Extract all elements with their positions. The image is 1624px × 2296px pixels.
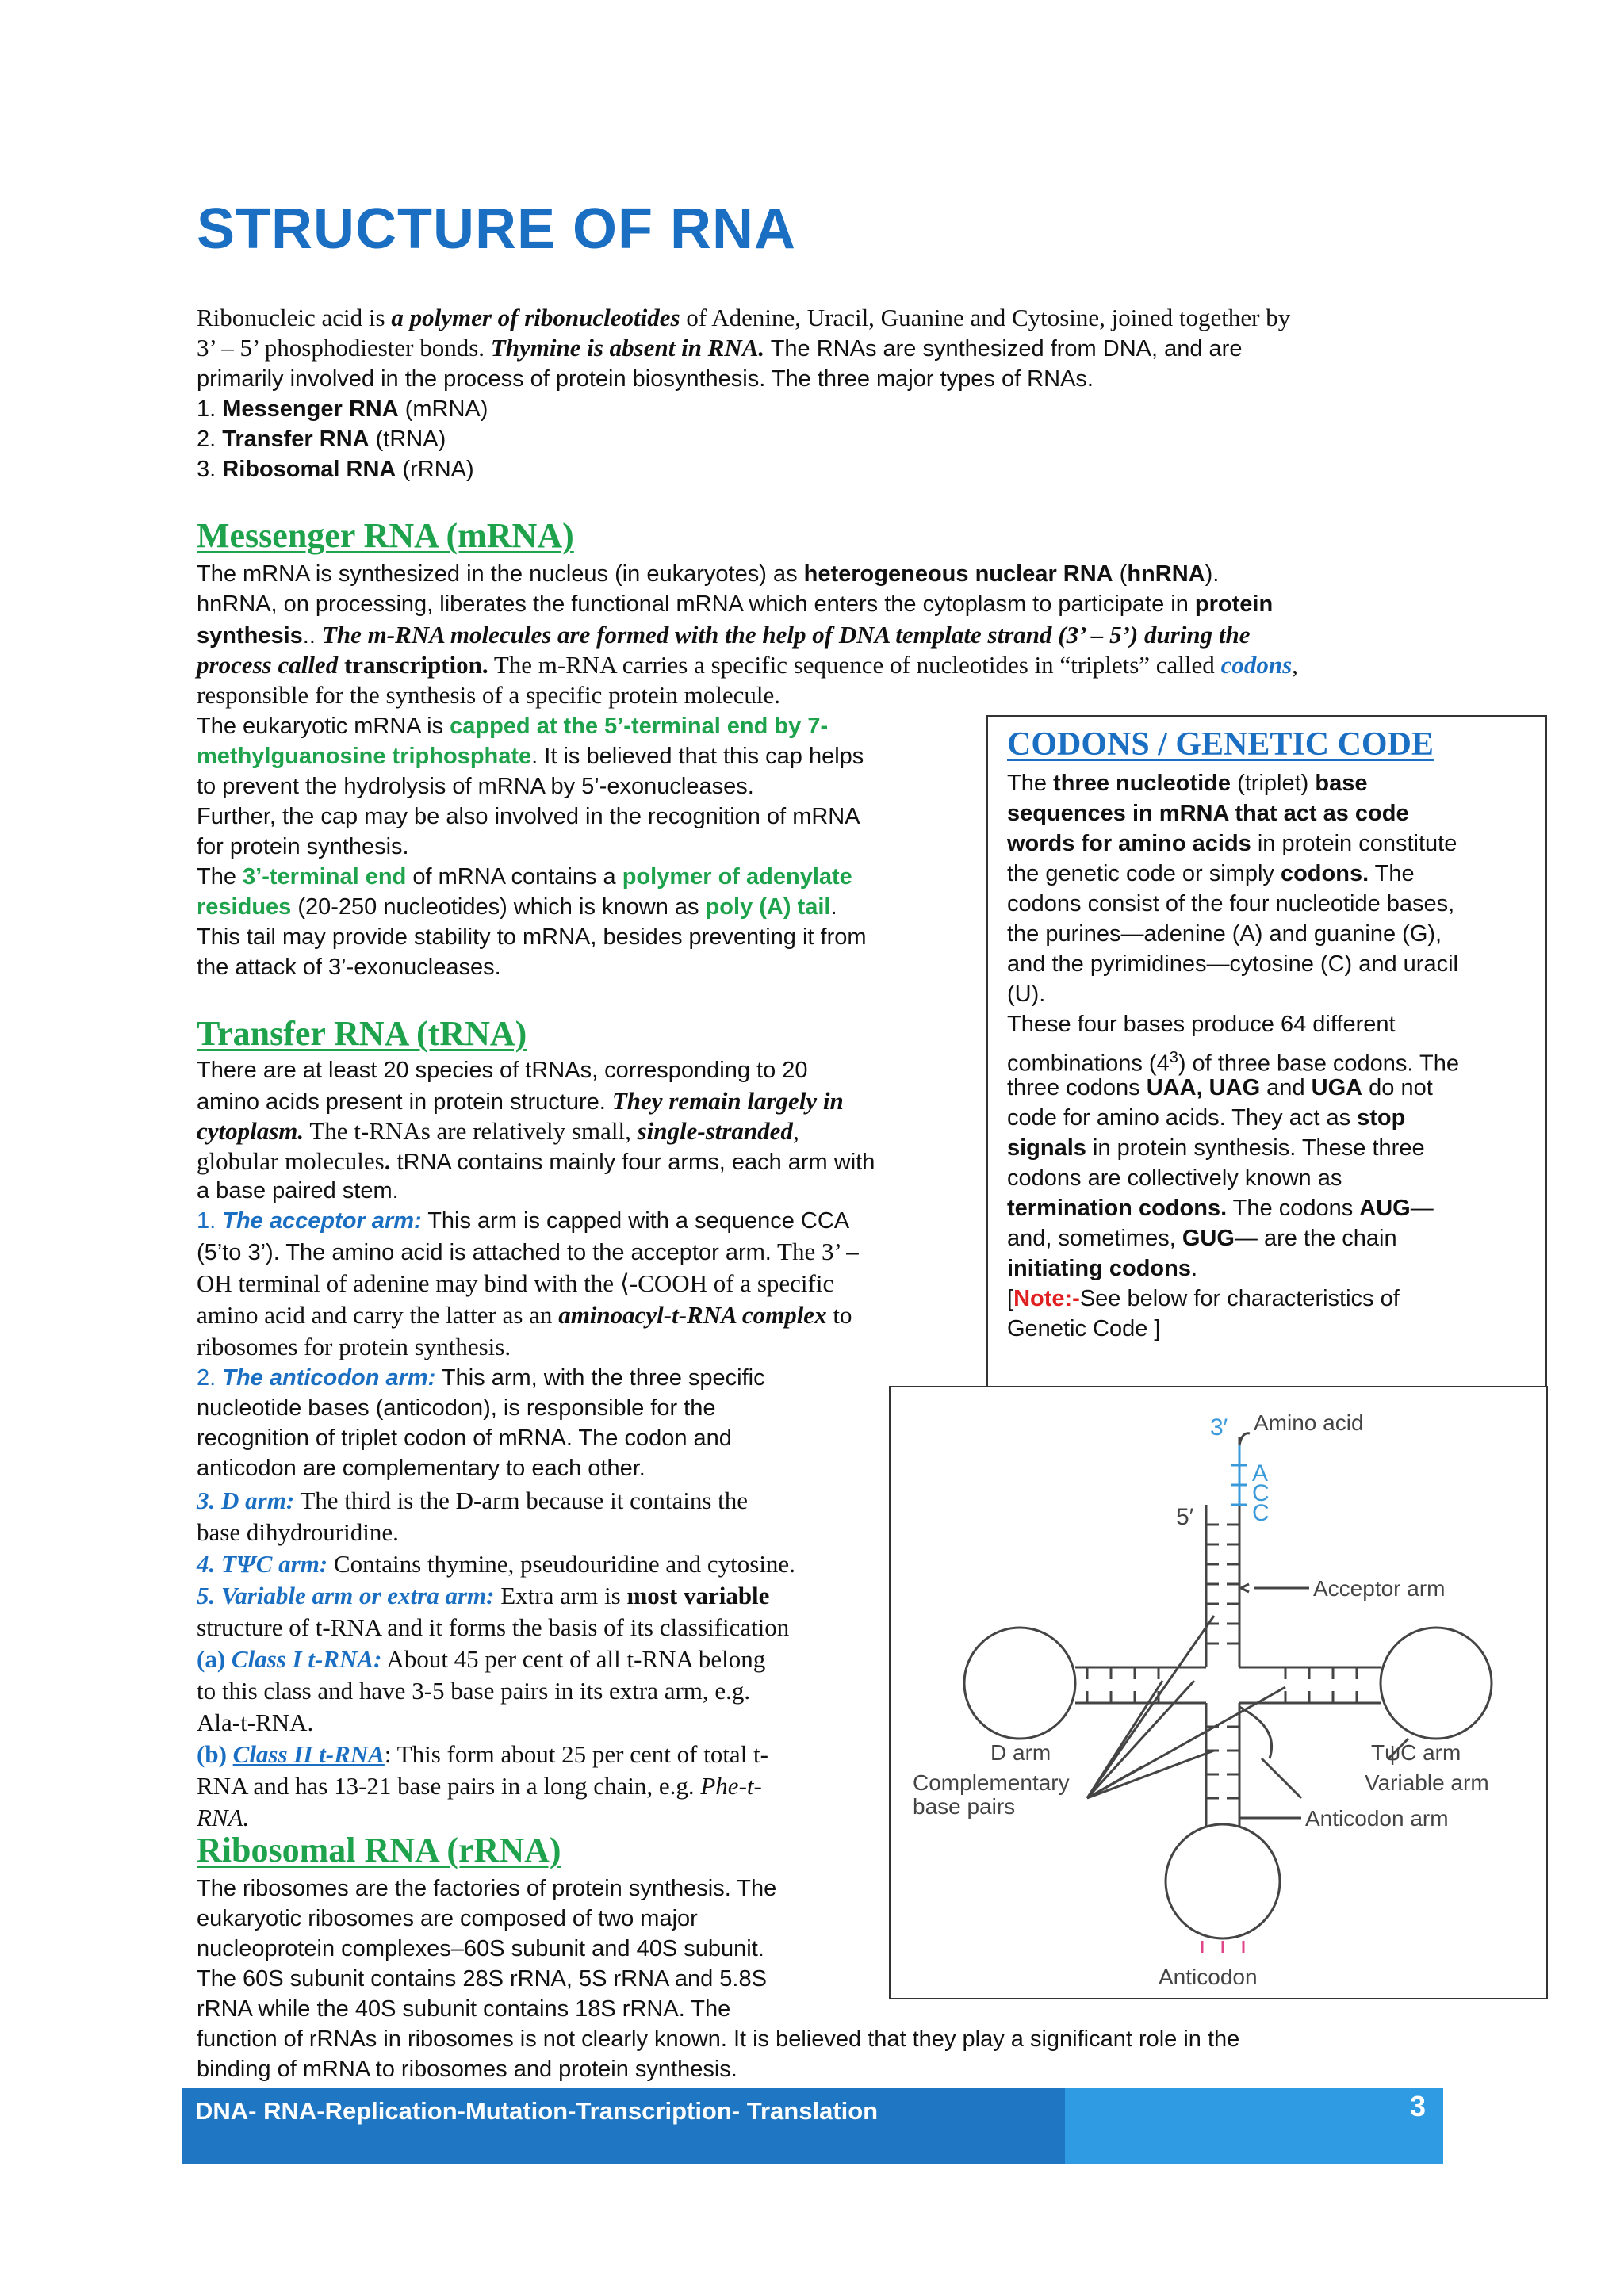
acceptor-end-markers	[1231, 1445, 1247, 1505]
tpsic-arm-line: 4. TΨC arm: Contains thymine, pseudouridine and cytosine.	[197, 1550, 795, 1578]
codons-line-2: sequences in mRNA that act as code	[1007, 801, 1409, 826]
mrna-line-2: hnRNA, on processing, liberates the functional mRNA which enters the cytoplasm to participate in protein	[197, 591, 1274, 617]
trna-line-4: globular molecules. tRNA contains mainly four arms, each arm with	[197, 1147, 875, 1175]
class-2-line-3: RNA.	[197, 1804, 250, 1831]
anticodon-markers	[1202, 1941, 1243, 1953]
codons-line-17: initiating codons.	[1007, 1256, 1198, 1281]
class-1-line-2: to this class and have 3-5 base pairs in its extra arm, e.g.	[197, 1677, 751, 1705]
codons-line-13: signals in protein synthesis. These three	[1007, 1135, 1425, 1161]
class-1-line-3: Ala-t-RNA.	[197, 1709, 314, 1736]
class-2-line-2: RNA and has 13-21 base pairs in a long chain, e.g. Phe-t-	[197, 1772, 762, 1800]
acceptor-arm-line-2: (5’to 3’). The amino acid is attached to the acceptor arm. The 3’ –	[197, 1238, 859, 1265]
trna-structure-lines	[964, 1437, 1492, 1938]
codons-line-12: code for amino acids. They act as stop	[1007, 1105, 1406, 1131]
codons-line-3: words for amino acids in protein constitute	[1007, 831, 1457, 856]
acceptor-arm-line-5: ribosomes for protein synthesis.	[197, 1333, 511, 1360]
mrna-cap-line-4: Further, the cap may be also involved in the recognition of mRNA	[197, 804, 860, 829]
five-prime-label: 5′	[1176, 1504, 1194, 1530]
mrna-cap-line-3: to prevent the hydrolysis of mRNA by 5’-exonucleases.	[197, 774, 754, 799]
d-arm-line-2: base dihydrouridine.	[197, 1518, 399, 1546]
codons-line-6: the purines—adenine (A) and guanine (G),	[1007, 921, 1442, 947]
rrna-line-5: rRNA while the 40S subunit contains 18S rRNA. The	[197, 1996, 731, 2022]
mrna-tail-line-3: This tail may provide stability to mRNA, besides preventing it from	[197, 924, 867, 950]
trna-line-2: amino acids present in protein structure. They remain largely in	[197, 1087, 844, 1115]
anticodon-arm-line-1: 2. The anticodon arm: This arm, with the three specific	[197, 1365, 765, 1391]
codons-line-19: Genetic Code ]	[1007, 1316, 1161, 1341]
class-2-line-1: (b) Class II t-RNA: This form about 25 per cent of total t-	[197, 1740, 768, 1768]
base-c-label-2: C	[1252, 1500, 1270, 1526]
rrna-line-4: The 60S subunit contains 28S rRNA, 5S rRNA and 5.8S	[197, 1966, 767, 1992]
rrna-line-3: nucleoprotein complexes–60S subunit and 40S subunit.	[197, 1936, 764, 1961]
trna-heading: Transfer RNA (tRNA)	[197, 1014, 527, 1053]
mrna-line-4: process called transcription. The m-RNA carries a specific sequence of nucleotides in “triplets” called codons,	[197, 651, 1298, 679]
mrna-cap-line-2: methylguanosine triphosphate. It is believed that this cap helps	[197, 744, 864, 769]
class-1-line-1: (a) Class I t-RNA: About 45 per cent of all t-RNA belong	[197, 1645, 766, 1673]
codons-note: [Note:-See below for characteristics of	[1007, 1286, 1400, 1311]
variable-arm-label: Variable arm	[1365, 1770, 1489, 1795]
codons-line-1: The three nucleotide (triplet) base	[1007, 771, 1368, 796]
codons-line-14: codons are collectively known as	[1007, 1165, 1342, 1191]
codons-line-7: and the pyrimidines—cytosine (C) and uracil	[1007, 951, 1458, 977]
acceptor-arm-line-1: 1. The acceptor arm: This arm is capped with a sequence CCA	[197, 1208, 850, 1234]
d-arm-line-1: 3. D arm: The third is the D-arm because it contains the	[197, 1487, 749, 1514]
mrna-tail-line-4: the attack of 3’-exonucleases.	[197, 955, 501, 980]
anticodon-label: Anticodon	[1159, 1965, 1258, 1989]
rrna-line-6: function of rRNAs in ribosomes is not clearly known. It is believed that they play a significant role in the	[197, 2026, 1240, 2052]
rrna-line-2: eukaryotic ribosomes are composed of two major	[197, 1906, 698, 1931]
acceptor-arm-label: Acceptor arm	[1313, 1576, 1446, 1601]
base-a-label: A	[1252, 1460, 1269, 1487]
trna-line-1: There are at least 20 species of tRNAs, corresponding to 20	[197, 1058, 808, 1083]
rna-type-2: 2. Transfer RNA (tRNA)	[197, 427, 446, 452]
codons-line-5: codons consist of the four nucleotide bases,	[1007, 891, 1455, 916]
intro-line-1: Ribonucleic acid is a polymer of ribonucleotides of Adenine, Uracil, Guanine and Cytosine, joined together by	[197, 304, 1291, 331]
intro-line-3: primarily involved in the process of protein biosynthesis. The three major types of RNAs.	[197, 366, 1094, 392]
mrna-heading: Messenger RNA (mRNA)	[197, 516, 574, 555]
codons-heading: CODONS / GENETIC CODE	[1007, 726, 1434, 763]
mrna-tail-line-2: residues (20-250 nucleotides) which is known as poly (A) tail.	[197, 894, 837, 920]
d-arm-label: D arm	[990, 1740, 1051, 1765]
rna-type-1: 1. Messenger RNA (mRNA)	[197, 396, 488, 422]
mrna-line-3: synthesis.. The m-RNA molecules are formed with the help of DNA template strand (3’ – 5’) during the	[197, 621, 1251, 649]
base-c-label-1: C	[1252, 1480, 1270, 1506]
tpsic-arm-label: TψC arm	[1371, 1740, 1461, 1765]
base-pairs-label: base pairs	[913, 1794, 1016, 1819]
mrna-line-1: The mRNA is synthesized in the nucleus (in eukaryotes) as heterogeneous nuclear RNA (hnRNA).	[197, 561, 1220, 587]
trna-line-3: cytoplasm. The t-RNAs are relatively small, single-stranded,	[197, 1117, 799, 1145]
footer-title: DNA- RNA-Replication-Mutation-Transcription- Translation	[195, 2097, 879, 2125]
anticodon-arm-label: Anticodon arm	[1305, 1806, 1449, 1831]
codons-line-15: termination codons. The codons AUG—	[1007, 1196, 1434, 1221]
complementary-label: Complementary	[913, 1770, 1070, 1795]
rna-type-3: 3. Ribosomal RNA (rRNA)	[197, 457, 474, 482]
mrna-tail-line-1: The 3’-terminal end of mRNA contains a polymer of adenylate	[197, 864, 852, 890]
rrna-line-1: The ribosomes are the factories of protein synthesis. The	[197, 1876, 777, 1901]
variable-arm-line-2: structure of t-RNA and it forms the basis of its classification	[197, 1613, 790, 1641]
anticodon-arm-line-4: anticodon are complementary to each other.	[197, 1456, 645, 1481]
rrna-line-7: binding of mRNA to ribosomes and protein synthesis.	[197, 2057, 737, 2082]
three-prime-label: 3′	[1210, 1414, 1228, 1441]
amino-acid-arrow	[1239, 1433, 1250, 1445]
trna-line-5: a base paired stem.	[197, 1178, 399, 1203]
rrna-heading: Ribosomal RNA (rRNA)	[197, 1831, 561, 1869]
acceptor-arm-line-3: OH terminal of adenine may bind with the ⟨-COOH of a specific	[197, 1269, 834, 1297]
codons-line-8: (U).	[1007, 982, 1046, 1007]
anticodon-arm-line-2: nucleotide bases (anticodon), is responsible for the	[197, 1395, 716, 1421]
page-number: 3	[1410, 2090, 1427, 2122]
codons-line-10: combinations $(4^3)$ of three base codons. The	[1007, 1049, 1459, 1077]
intro-line-2: 3’ – 5’ phosphodiester bonds. Thymine is absent in RNA. The RNAs are synthesized from DNA, and are	[197, 334, 1243, 362]
codons-line-11: three codons UAA, UAG and UGA do not	[1007, 1075, 1433, 1100]
mrna-cap-line-1: The eukaryotic mRNA is capped at the 5’-terminal end by 7-	[197, 714, 829, 739]
codons-line-16: and, sometimes, GUG— are the chain	[1007, 1226, 1397, 1251]
trna-cloverleaf-diagram	[889, 1386, 1548, 1999]
acceptor-arm-line-4: amino acid and carry the latter as an aminoacyl-t-RNA complex to	[197, 1301, 852, 1329]
mrna-line-5: responsible for the synthesis of a specific protein molecule.	[197, 681, 781, 709]
anticodon-arm-line-3: recognition of triplet codon of mRNA. The codon and	[197, 1425, 732, 1451]
codons-line-4: the genetic code or simply codons. The	[1007, 861, 1415, 886]
codons-line-9: These four bases produce 64 different	[1007, 1012, 1396, 1037]
mrna-cap-line-5: for protein synthesis.	[197, 834, 409, 859]
amino-acid-label: Amino acid	[1254, 1410, 1364, 1435]
footer-bar-accent	[1065, 2088, 1443, 2164]
page-title: STRUCTURE OF RNA	[197, 197, 796, 261]
variable-arm-line-1: 5. Variable arm or extra arm: Extra arm is most variable	[197, 1582, 770, 1609]
